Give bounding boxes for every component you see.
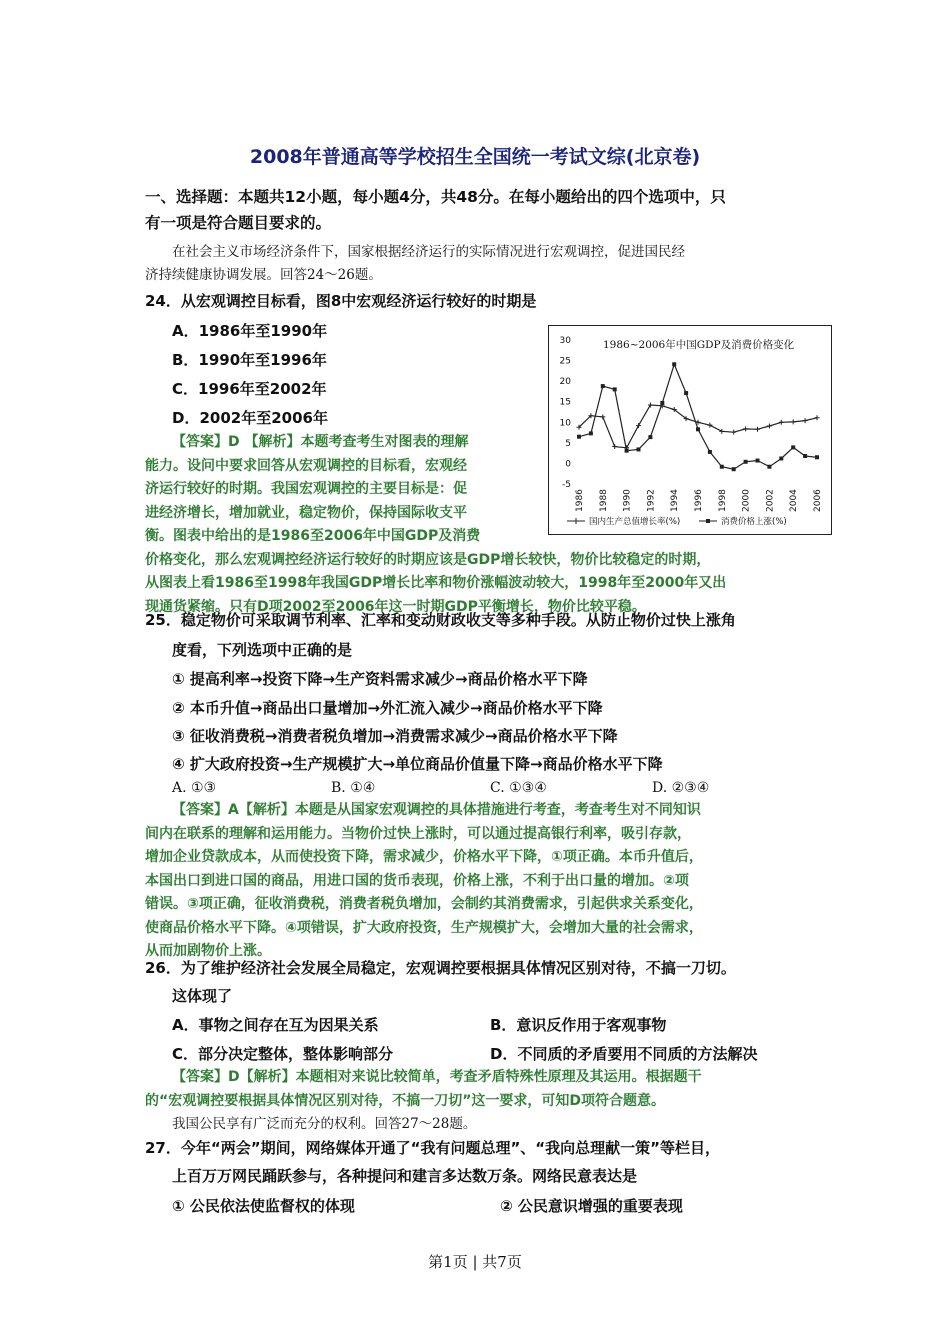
answer-line: 的“宏观调控要根据具体情况区别对待，不搞一刀切”这一要求，可知D项符合题意。 — [145, 1092, 666, 1109]
x-tick-label: 2004 — [789, 489, 800, 512]
question-25-answer — [145, 799, 703, 964]
x-tick-label: 2002 — [765, 489, 776, 512]
question-26-answer — [145, 1066, 702, 1113]
gdp-point — [707, 423, 712, 428]
answer-line: 错误。③项正确，征收消费税，消费者税负增加，会制约其消费需求，引起供求关系变化， — [145, 896, 703, 912]
section-heading-line: 一、选择题：本题共12小题，每小题4分，共48分。在每小题给出的四个选项中，只 — [145, 188, 726, 206]
question-24-stem: 24．从宏观调控目标看，图8中宏观经济运行较好的时期是 — [145, 292, 537, 310]
intro-paragraph-2: 我国公民享有广泛而充分的权利。回答27～28题。 — [172, 1116, 477, 1132]
x-tick-label: 1992 — [646, 489, 657, 512]
question-25-item-1: ① 提高利率→投资下降→生产资料需求减少→商品价格水平下降 — [172, 670, 588, 688]
x-tick-label: 1988 — [598, 489, 609, 512]
question-27-stem-cont: 上百万万网民踊跃参与，各种提问和建言多达数万条。网络民意表达是 — [172, 1167, 638, 1185]
intro-line: 济持续健康协调发展。回答24～26题。 — [145, 267, 382, 283]
cpi-point — [756, 459, 760, 463]
answer-line: 从而加剧物价上涨。 — [145, 943, 271, 959]
y-tick-label: 5 — [565, 438, 571, 449]
gdp-point — [612, 444, 617, 449]
answer-line: 【答案】D 【解析】本题考查考生对图表的理解 — [172, 434, 469, 450]
y-tick-label: 30 — [559, 336, 571, 346]
cpi-point — [660, 401, 664, 405]
answer-line: 【答案】D【解析】本题相对来说比较简单，考查矛盾特殊性原理及其运用。根据题干 — [172, 1069, 702, 1085]
y-tick-label: 15 — [559, 397, 571, 408]
answer-line: 济运行较好的时期。我国宏观调控的主要目标是：促 — [145, 481, 467, 497]
gdp-point — [731, 430, 736, 435]
cpi-point — [791, 445, 795, 449]
cpi-point — [613, 387, 617, 391]
y-tick-label: 10 — [559, 418, 571, 429]
question-25-item-2: ② 本币升值→商品出口量增加→外汇流入减少→商品价格水平下降 — [172, 699, 603, 717]
x-tick-label: 1990 — [622, 489, 633, 512]
answer-line: 进经济增长，增加就业，稳定物价，保持国际收支平 — [145, 504, 467, 521]
cpi-point — [577, 435, 581, 439]
cpi-point — [803, 454, 807, 458]
cpi-point — [732, 467, 736, 471]
answer-line: 能力。设问中要求回答从宏观调控的目标看，宏观经 — [145, 457, 467, 474]
question-24-option-b[interactable]: B．1990年至1996年 — [172, 351, 327, 369]
gdp-point — [648, 403, 653, 408]
legend-cpi-marker — [706, 519, 710, 523]
answer-line: 本国出口到进口国的商品，用进口国的货币表现，价格上涨，不利于出口量的增加。②项 — [145, 872, 689, 889]
x-tick-label: 2006 — [813, 489, 823, 512]
legend-gdp-marker — [567, 518, 585, 524]
question-24-option-d[interactable]: D．2002年至2006年 — [172, 409, 328, 427]
gdp-cpi-chart — [548, 325, 832, 535]
gdp-point — [779, 420, 784, 425]
question-25-stem: 25．稳定物价可采取调节利率、汇率和变动财政收支等多种手段。从防止物价过快上涨角 — [145, 611, 736, 629]
x-tick-label: 1986 — [575, 489, 585, 512]
question-25-stem-cont: 度看，下列选项中正确的是 — [172, 641, 353, 659]
question-24-option-c[interactable]: C．1996年至2002年 — [172, 380, 327, 398]
x-tick-label: 1996 — [694, 489, 704, 512]
legend-gdp-label: 国内生产总值增长率(%) — [589, 517, 681, 527]
question-25-option-d[interactable]: D. ②③④ — [652, 780, 710, 796]
question-26-option-a[interactable]: A．事物之间存在互为因果关系 — [172, 1016, 379, 1034]
question-25-option-c[interactable]: C. ①③④ — [490, 780, 547, 796]
gdp-point — [755, 427, 760, 432]
cpi-point — [684, 391, 688, 395]
gdp-point — [803, 418, 808, 423]
answer-line: 使商品价格水平下降。④项错误，扩大政府投资，生产规模扩大，会增加大量的社会需求， — [145, 919, 703, 936]
cpi-line — [579, 364, 817, 469]
question-26-option-d[interactable]: D．不同质的矛盾要用不同质的方法解决 — [490, 1045, 758, 1063]
cpi-point — [767, 465, 771, 469]
question-26-stem: 26．为了维护经济社会发展全局稳定，宏观调控要根据具体情况区别对待，不搞一刀切。 — [145, 959, 736, 977]
cpi-point — [744, 460, 748, 464]
x-tick-label: 1994 — [670, 489, 681, 512]
question-25-item-4: ④ 扩大政府投资→生产规模扩大→单位商品价值量下降→商品价格水平下降 — [172, 755, 663, 773]
page-title: 2008年普通高等学校招生全国统一考试文综(北京卷) — [249, 146, 701, 168]
gdp-point — [791, 419, 796, 424]
y-tick-label: 20 — [559, 377, 571, 388]
answer-line: 现通货紧缩。只有D项2002至2006年这一时期GDP平衡增长，物价比较平稳。 — [145, 598, 646, 615]
question-26-stem-cont: 这体现了 — [172, 987, 233, 1005]
x-tick-label: 2000 — [741, 489, 752, 512]
question-27-stem: 27．今年“两会”期间，网络媒体开通了“我有问题总理”、“我向总理献一策”等栏目， — [145, 1139, 721, 1157]
answer-line: 价格变化，那么宏观调控经济运行较好的时期应该是GDP增长较快，物价比较稳定的时期， — [145, 551, 711, 568]
intro-paragraph — [145, 241, 815, 287]
x-tick-label: 1998 — [717, 489, 728, 512]
gdp-point — [743, 426, 748, 431]
section-heading-line: 有一项是符合题目要求的。 — [145, 214, 332, 232]
chart-canvas — [549, 326, 831, 534]
cpi-point — [637, 447, 641, 451]
answer-line: 【答案】A【解析】本题是从国家宏观调控的具体措施进行考查，考查考生对不同知识 — [172, 802, 701, 818]
cpi-point — [589, 431, 593, 435]
gdp-point — [815, 415, 820, 420]
legend-cpi-label: 消费价格上涨(%) — [721, 517, 787, 527]
question-26-option-b[interactable]: B．意识反作用于客观事物 — [490, 1016, 667, 1034]
question-27-item-1: ① 公民依法使监督权的体现 — [172, 1197, 355, 1215]
question-25-option-b[interactable]: B. ①④ — [331, 780, 376, 796]
gdp-growth-line — [579, 405, 817, 448]
section-heading — [145, 184, 815, 236]
answer-line: 从图表上看1986至1998年我国GDP增长比率和物价涨幅波动较大，1998年至2000年又出 — [145, 575, 727, 591]
chart-title: 1986~2006年中国GDP及消费价格变化 — [603, 339, 795, 351]
gdp-point — [719, 429, 724, 434]
question-26-option-c[interactable]: C．部分决定整体，整体影响部分 — [172, 1045, 394, 1063]
y-tick-label: 25 — [559, 356, 571, 367]
gdp-point — [600, 414, 605, 419]
answer-line: 衡。图表中给出的是1986至2006年中国GDP及消费 — [145, 528, 481, 544]
question-25-option-a[interactable]: A. ①③ — [172, 780, 217, 796]
cpi-point — [601, 384, 605, 388]
cpi-point — [625, 449, 629, 453]
cpi-point — [708, 450, 712, 454]
cpi-point — [720, 465, 724, 469]
cpi-point — [815, 455, 819, 459]
intro-line: 在社会主义市场经济条件下，国家根据经济运行的实际情况进行宏观调控，促进国民经 — [172, 244, 685, 260]
question-24-option-a[interactable]: A．1986年至1990年 — [172, 322, 328, 340]
gdp-point — [636, 423, 641, 428]
answer-line: 增加企业贷款成本，从而使投资下降，需求减少，价格水平下降，①项正确。本币升值后， — [145, 849, 703, 865]
gdp-point — [767, 423, 772, 428]
page-footer: 第1页 | 共7页 — [428, 1253, 522, 1271]
cpi-point — [779, 456, 783, 460]
y-tick-label: -5 — [562, 480, 571, 490]
question-25-item-3: ③ 征收消费税→消费者税负增加→消费需求减少→商品价格水平下降 — [172, 727, 618, 745]
question-27-item-2: ② 公民意识增强的重要表现 — [500, 1197, 683, 1215]
cpi-point — [672, 362, 676, 366]
answer-line: 间内在联系的理解和运用能力。当物价过快上涨时，可以通过提高银行利率，吸引存款， — [145, 825, 691, 842]
cpi-point — [648, 435, 652, 439]
cpi-point — [696, 427, 700, 431]
y-tick-label: 0 — [565, 459, 571, 470]
